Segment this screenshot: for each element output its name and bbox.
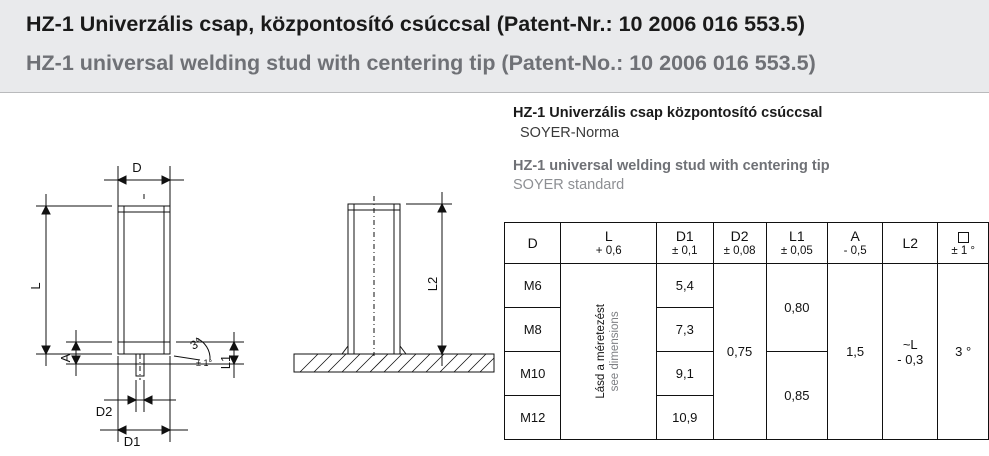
cell-d1-m12: 10,9 — [657, 396, 713, 440]
dim-label-l2: L2 — [425, 276, 440, 292]
dim-label-d: D — [132, 160, 142, 175]
cell-d1-m8: 7,3 — [657, 308, 713, 352]
header-tolerance-d1: ± 0,1 — [672, 244, 698, 257]
header-cell-angle — [938, 223, 989, 264]
header-label-d: D — [527, 234, 538, 251]
cell-d-m8: M8 — [505, 308, 561, 352]
header-tolerance-d2: ± 0,08 — [723, 244, 756, 257]
header-tolerance-l1: ± 0,05 — [780, 244, 813, 257]
dim-label-l: L — [28, 282, 43, 290]
header-cell-d1 — [657, 223, 713, 264]
header-label-l: L — [604, 227, 613, 244]
header-label-d2: D2 — [730, 227, 749, 244]
page-title-english: HZ-1 universal welding stud with centering tip (Patent-No.: 10 2006 016 553.5) — [26, 51, 816, 75]
header-tolerance-angle: ± 1 ° — [951, 244, 976, 257]
dim-label-angle-tol: ± 1° — [196, 358, 213, 368]
dim-label-d2: D2 — [95, 404, 113, 419]
cell-l1-top: 0,80 — [766, 264, 827, 352]
header-tolerance-l: + 0,6 — [595, 244, 622, 257]
table-header-row — [505, 223, 989, 264]
vertical-label-english: see dimensions — [609, 311, 622, 392]
header-label-l1: L1 — [789, 227, 805, 244]
spec-caption-block — [513, 105, 983, 193]
dim-label-a: A — [58, 353, 73, 363]
technical-drawing-welded-stud — [280, 94, 510, 456]
caption-title-english: HZ-1 universal welding stud with centering tip — [513, 158, 830, 174]
cell-l-see-dimensions — [561, 264, 657, 440]
dim-label-d1: D1 — [123, 434, 141, 449]
cell-l1-bottom: 0,85 — [766, 352, 827, 440]
header-cell-d2 — [713, 223, 766, 264]
header-label-a: A — [850, 227, 860, 244]
header-label-angle-square — [958, 228, 969, 244]
header-cell-l1 — [766, 223, 827, 264]
cell-d-m10: M10 — [505, 352, 561, 396]
cell-d2-value: 0,75 — [713, 264, 766, 440]
caption-standard-english: SOYER standard — [513, 177, 625, 193]
header-tolerance-a: - 0,5 — [843, 244, 867, 257]
table-row — [505, 264, 989, 308]
header-cell-l — [561, 223, 657, 264]
cell-l2-value-line1: ~L — [902, 336, 918, 352]
caption-title-hungarian: HZ-1 Univerzális csap központosító csúccsal — [513, 105, 823, 121]
cell-l2-value — [883, 264, 938, 440]
square-symbol-icon — [958, 232, 969, 243]
page-title-hungarian: HZ-1 Univerzális csap, központosító csúccsal (Patent-Nr.: 10 2006 016 553.5) — [26, 12, 806, 36]
dim-label-angle: 3° — [187, 334, 205, 353]
caption-standard-hungarian: SOYER-Norma — [520, 125, 620, 141]
dim-label-l1: L1 — [218, 354, 233, 370]
vertical-label-group — [594, 304, 623, 399]
header-label-l2: L2 — [902, 234, 919, 251]
cell-l2-value-line2: - 0,3 — [897, 351, 924, 367]
cell-d-m6: M6 — [505, 264, 561, 308]
cell-angle-value: 3 ° — [938, 264, 989, 440]
page-header — [0, 0, 989, 93]
dimensions-table — [504, 222, 989, 440]
vertical-label-hungarian: Lásd a méretezést — [595, 304, 608, 399]
welded-stud-drawing-svg — [280, 94, 510, 456]
cell-d-m12: M12 — [505, 396, 561, 440]
cell-a-value: 1,5 — [828, 264, 883, 440]
cell-d1-m10: 9,1 — [657, 352, 713, 396]
header-label-d1: D1 — [675, 227, 694, 244]
header-cell-a — [828, 223, 883, 264]
cell-d1-m6: 5,4 — [657, 264, 713, 308]
header-cell-l2 — [883, 223, 938, 264]
header-cell-d — [505, 223, 561, 264]
